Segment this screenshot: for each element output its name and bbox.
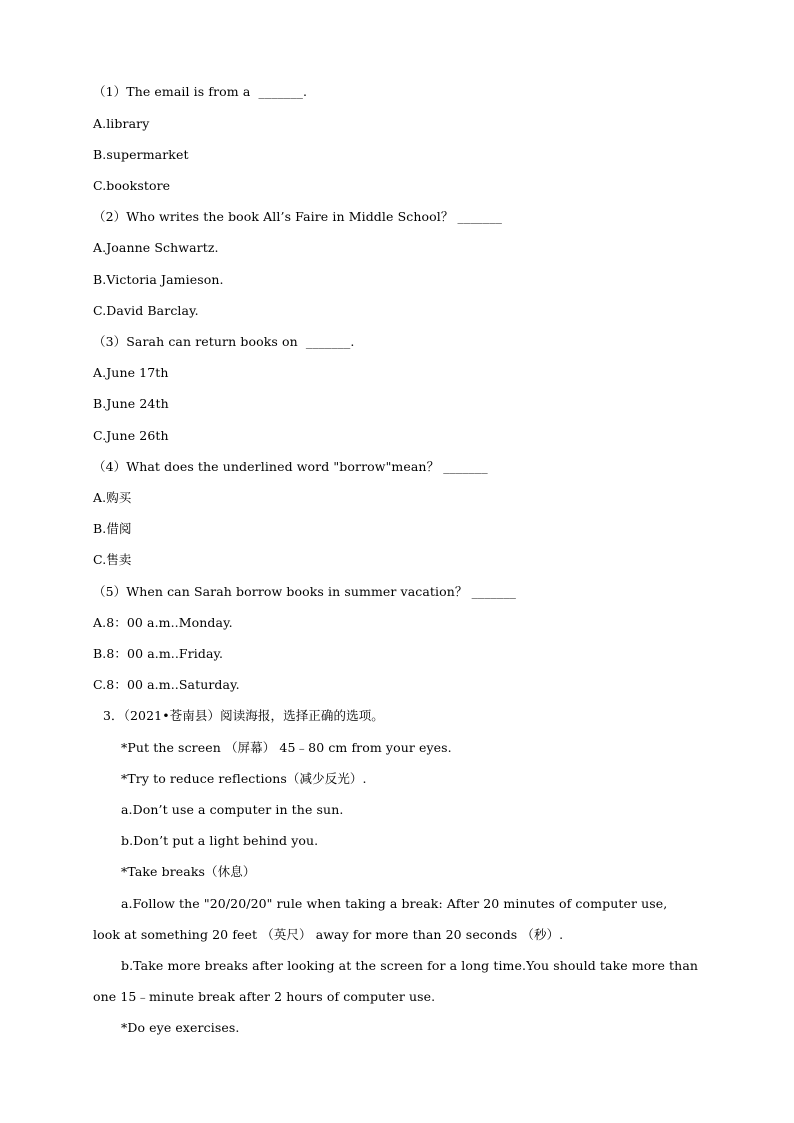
question-5-stem: （5）When can Sarah borrow books in summer vacation？ _______	[93, 584, 517, 599]
question-1-option-a: A.library	[93, 116, 150, 131]
poster-line-more-breaks: b.Take more breaks after looking at the screen for a long time.You should take more than	[121, 958, 699, 973]
poster-line-screen-distance: *Put the screen （屏幕） 45﹣80 cm from your eyes.	[121, 740, 452, 755]
poster-line-202020-rule: a.Follow the "20/20/20" rule when taking a break: After 20 minutes of computer use,	[121, 896, 668, 911]
question-4-option-b: B.借阅	[93, 521, 132, 536]
section-3-heading: 3．（2021•苍南县）阅读海报，选择正确的选项。	[103, 708, 384, 723]
question-5-option-c: C.8：00 a.m..Saturday.	[93, 677, 240, 692]
poster-line-no-light-behind: b.Don’t put a light behind you.	[121, 833, 319, 848]
question-2-option-b: B.Victoria Jamieson.	[93, 272, 224, 287]
question-4-option-a: A.购买	[93, 490, 132, 505]
poster-line-more-breaks-cont: one 15﹣minute break after 2 hours of computer use.	[93, 989, 436, 1004]
question-5-option-b: B.8：00 a.m..Friday.	[93, 646, 224, 661]
question-4-stem: （4）What does the underlined word "borrow"mean？ _______	[93, 459, 488, 474]
question-1-option-b: B.supermarket	[93, 147, 189, 162]
question-2-stem: （2）Who writes the book All’s Faire in Middle School？ _______	[93, 209, 502, 224]
poster-line-no-sun: a.Don’t use a computer in the sun.	[121, 802, 344, 817]
question-2-option-a: A.Joanne Schwartz.	[93, 240, 219, 255]
poster-line-202020-rule-cont: look at something 20 feet （英尺） away for more than 20 seconds （秒）.	[93, 927, 564, 942]
question-5-option-a: A.8：00 a.m..Monday.	[93, 615, 233, 630]
question-1-stem: （1）The email is from a _______.	[93, 84, 308, 99]
question-3-option-c: C.June 26th	[93, 428, 169, 443]
question-3-stem: （3）Sarah can return books on _______.	[93, 334, 355, 349]
poster-line-take-breaks: *Take breaks（休息）	[121, 864, 256, 879]
poster-line-eye-exercises: *Do eye exercises.	[121, 1020, 240, 1035]
question-1-option-c: C.bookstore	[93, 178, 171, 193]
question-4-option-c: C.售卖	[93, 552, 132, 567]
question-2-option-c: C.David Barclay.	[93, 303, 199, 318]
question-3-option-a: A.June 17th	[93, 365, 169, 380]
poster-line-reduce-reflections: *Try to reduce reflections（减少反光）.	[121, 771, 367, 786]
question-3-option-b: B.June 24th	[93, 396, 169, 411]
